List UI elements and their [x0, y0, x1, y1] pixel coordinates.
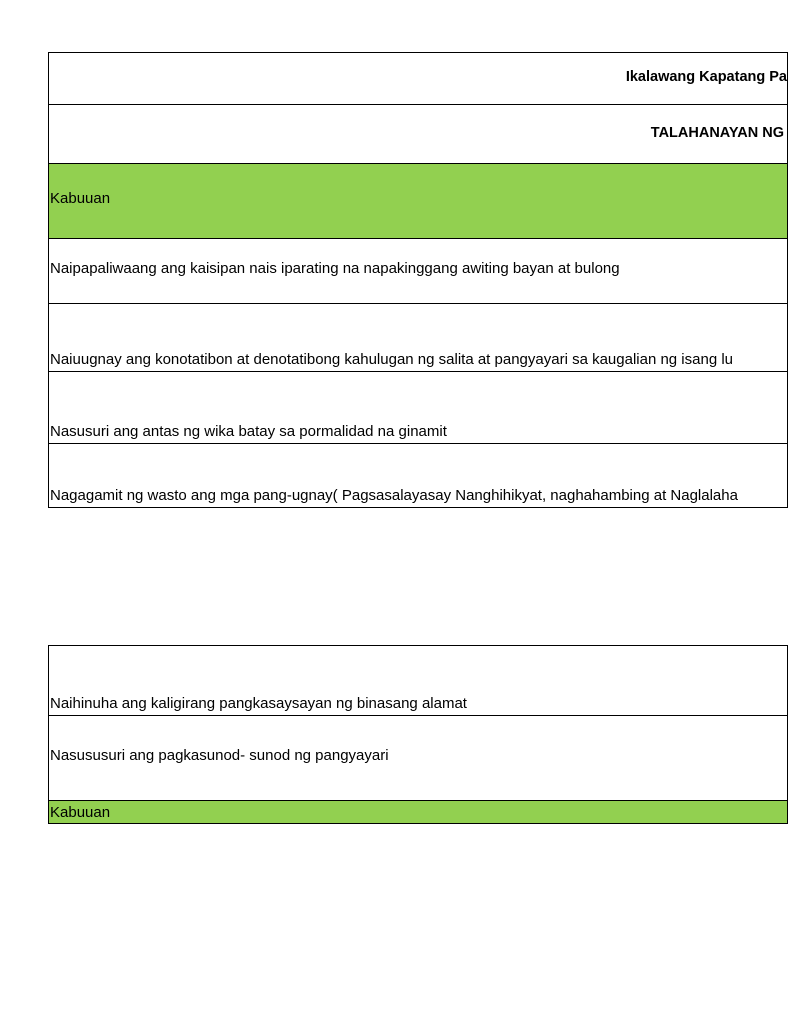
row-text: Nasususuri ang pagkasunod- sunod ng pangyayari	[50, 747, 389, 764]
table-row[interactable]	[49, 239, 787, 304]
total-label: Kabuuan	[50, 804, 111, 821]
table-row[interactable]	[49, 716, 787, 801]
total-row[interactable]	[49, 164, 787, 239]
table-b	[48, 645, 788, 824]
row-text: Naipapaliwaang ang kaisipan nais iparating na napakinggang awiting bayan at bulong	[50, 260, 620, 277]
table-row[interactable]	[49, 372, 787, 444]
table-row[interactable]	[49, 646, 787, 716]
total-label: Kabuuan	[50, 190, 111, 207]
row-text: Naihinuha ang kaligirang pangkasaysayan ng binasang alamat	[50, 695, 467, 712]
subtitle-row[interactable]	[49, 105, 787, 164]
title-row[interactable]	[49, 53, 787, 105]
table-row[interactable]	[49, 444, 787, 508]
table-subtitle: TALAHANAYAN NG	[650, 125, 784, 141]
row-text: Nasusuri ang antas ng wika batay sa pormalidad na ginamit	[50, 423, 447, 440]
table-title: Ikalawang Kapatang Pa	[625, 69, 787, 85]
table-a	[48, 52, 788, 508]
row-text: Nagagamit ng wasto ang mga pang-ugnay( Pagsasalayasay Nanghihikyat, naghahambing at Naglalaha	[50, 487, 738, 504]
total-row[interactable]	[49, 801, 787, 824]
table-row[interactable]	[49, 304, 787, 372]
row-text: Naiuugnay ang konotatibon at denotatibong kahulugan ng salita at pangyayari sa kaugalian ng isang lu	[50, 351, 734, 368]
